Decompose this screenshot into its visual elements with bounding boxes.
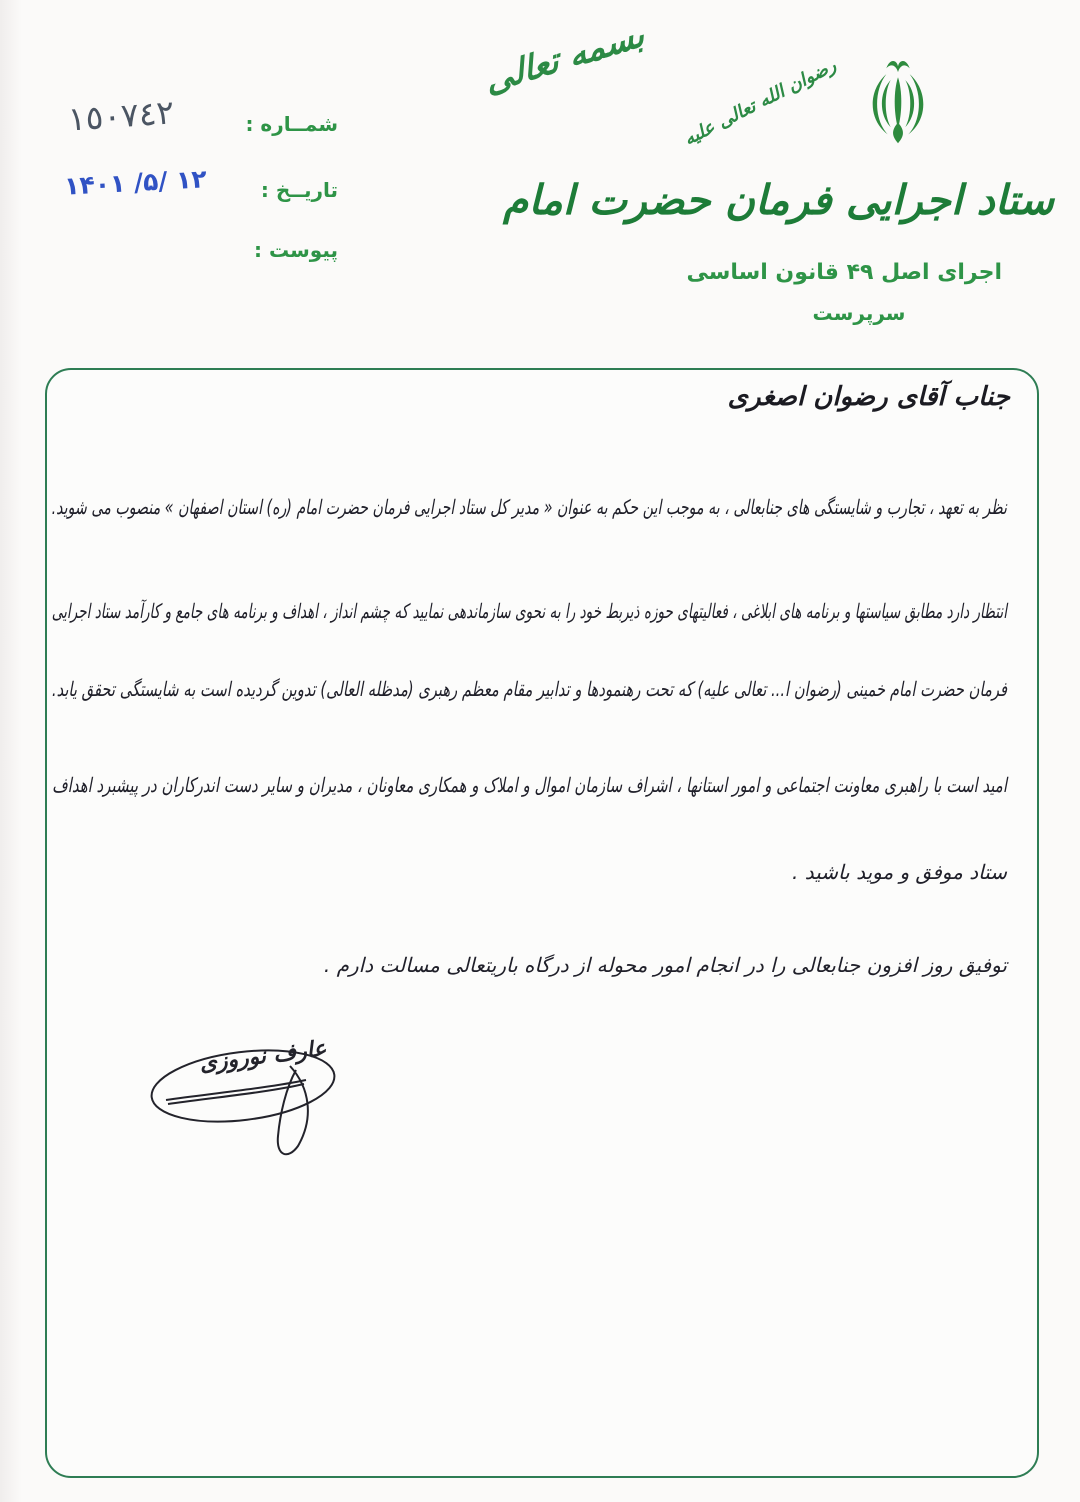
org-subtitle: اجرای اصل ۴۹ قانون اساسی	[686, 260, 1002, 285]
signature-name: عارف نوروزی	[198, 1036, 328, 1077]
signature	[138, 1018, 358, 1168]
date-field-label: تاریــخ :	[260, 178, 338, 202]
letter-body-line: نظر به تعهد ، تجارب و شایستگی های جنابعالی ، به موجب این حکم به عنوان « مدیر کل ستاد اجرایی فرمان حضرت امام (ره) استان اصفهان » منصوب می شوید.	[51, 495, 1007, 519]
letter-body-line: انتظار دارد مطابق سیاستها و برنامه های ابلاغی ، فعالیتهای حوزه ذیربط خود را به نحوی سازماندهی نمایید که چشم انداز ، اهداف و برنامه های جامع و کارآمد ستاد اجرایی	[51, 599, 1007, 623]
bismillah-calligraphy: بسمه تعالی	[483, 14, 647, 102]
date-field-value-handwritten: ۱۴۰۱ /۵/ ۱۲	[63, 164, 208, 201]
scan-edge-shading	[0, 0, 22, 1502]
dedication-script: رضوان الله تعالی علیه	[680, 55, 840, 150]
number-field-value-handwritten: ١٥٠٧٤٢	[66, 92, 176, 139]
recipient-line: جناب آقای رضوان اصغری	[727, 382, 1010, 412]
letter-body-line: امید است با راهبری معاونت اجتماعی و امور استانها ، اشراف سازمان اموال و املاک و همکاری معاونان ، مدیران و سایر دست اندرکاران در پیشبرد اهداف	[52, 773, 1007, 797]
letter-closing-wish-line: ستاد موفق و موید باشید .	[792, 860, 1007, 884]
org-title-calligraphy: ستاد اجرایی فرمان حضرت امام	[502, 176, 1054, 224]
number-field-label: شمــاره :	[245, 112, 338, 136]
letter-body-line: فرمان حضرت امام خمینی (رضوان ا... تعالی علیه) که تحت رهنمودها و تدابیر مقام معظم رهبری (مدظله العالی) تدوین گردیده است به شایستگی تحقق یابد.	[51, 677, 1007, 701]
attachment-field-label: پیوست :	[253, 238, 338, 262]
iran-emblem-icon	[854, 54, 942, 162]
org-role: سرپرست	[812, 301, 906, 325]
letter-closing-prayer-line: توفیق روز افزون جنابعالی را در انجام امور محوله از درگاه باریتعالی مسالت دارم .	[323, 953, 1007, 977]
letter-border-frame	[45, 368, 1039, 1478]
